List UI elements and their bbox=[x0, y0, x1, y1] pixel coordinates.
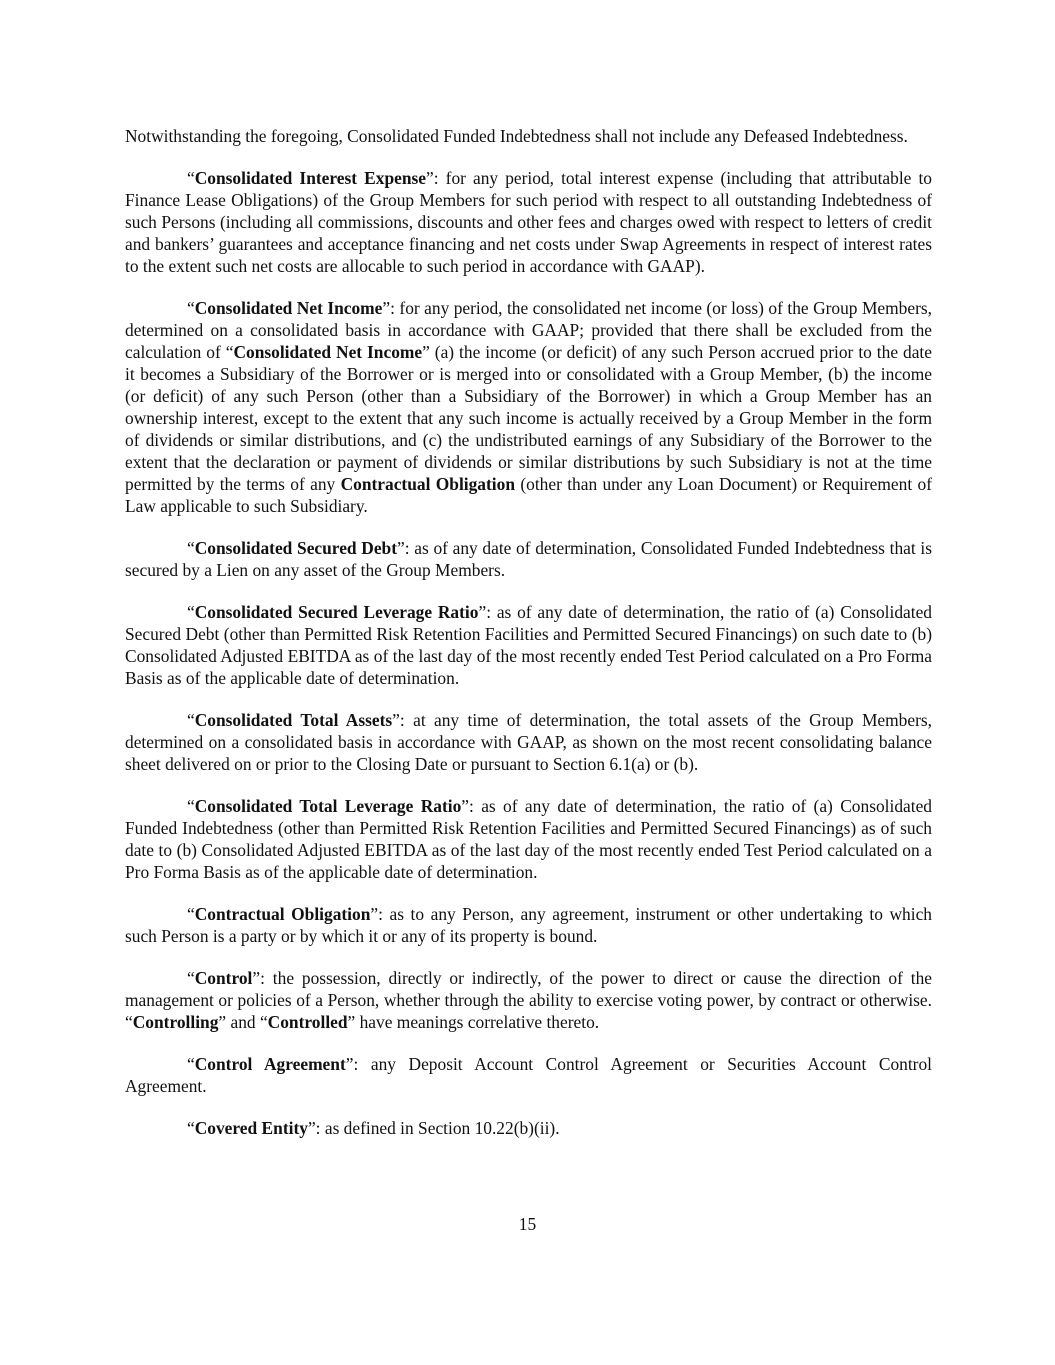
document-page bbox=[125, 125, 932, 1139]
definition-body: : as of any date of determination, Consolidated Funded Indebtedness that is secured by a Lien on any asset of the Group Members. bbox=[125, 538, 932, 580]
defined-term: Consolidated Secured Debt bbox=[194, 538, 398, 558]
definition-body: : any Deposit Account Control Agreement or Securities Account Control Agreement. bbox=[125, 1054, 933, 1096]
inline-term: Contractual Obligation bbox=[340, 474, 515, 494]
open-quote: “ bbox=[187, 168, 195, 188]
inline-term: Controlling bbox=[132, 1012, 219, 1032]
defined-term: Consolidated Secured Leverage Ratio bbox=[194, 602, 479, 622]
close-quote: ” bbox=[426, 168, 434, 188]
definition-body-part3: ” have meanings correlative thereto. bbox=[347, 1012, 600, 1032]
defined-term: Control Agreement bbox=[194, 1054, 346, 1074]
definition-body: : as of any date of determination, the ratio of (a) Consolidated Secured Debt (other than Permitted Risk Retention Facilities and Permitted Secured Financings) on such date to (b) Consolidated Adjusted EBITDA as of the last day of the most recently ended Test Period calculated on a Pro Forma Basis as of the applicable date of determination. bbox=[125, 602, 932, 688]
definition-body-part1: : for any period, the consolidated net income (or loss) of the Group Members, determined on a consolidated basis in accordance with GAAP; provided that there shall be excluded from the calculation of “ bbox=[125, 298, 932, 362]
definition-body-part3: (other than under any Loan Document) or Requirement of Law applicable to such Subsidiary. bbox=[125, 474, 932, 516]
defined-term: Consolidated Net Income bbox=[194, 298, 383, 318]
continuation-paragraph bbox=[125, 125, 932, 147]
defined-term: Control bbox=[194, 968, 253, 988]
definition-body: : as of any date of determination, the ratio of (a) Consolidated Funded Indebtedness (other than Permitted Risk Retention Facilities and Permitted Secured Financings) as of such date to (b) Consolidated Adjusted EBITDA as of the last day of the most recently ended Test Period calculated on a Pro Forma Basis as of the applicable date of determination. bbox=[125, 796, 932, 882]
definition-body: : at any time of determination, the total assets of the Group Members, determined on a consolidated basis in accordance with GAAP, as shown on the most recent consolidating balance sheet delivered on or prior to the Closing Date or pursuant to Section 6.1(a) or (b). bbox=[125, 710, 932, 774]
inline-term: Controlled bbox=[267, 1012, 348, 1032]
definition-control-agreement: “Control Agreement”: any Deposit Account Control Agreement or Securities Account Control Agreement. bbox=[125, 1054, 933, 1096]
definition-body: : as to any Person, any agreement, instrument or other undertaking to which such Person is a party or by which it or any of its property is bound. bbox=[125, 904, 932, 946]
page-number: 15 bbox=[518, 1214, 537, 1234]
definition-consolidated-total-assets: “Consolidated Total Assets”: at any time of determination, the total assets of the Group Members, determined on a consolidated basis in accordance with GAAP, as shown on the most recent consolidating balance sheet delivered on or prior to the Closing Date or pursuant to Section 6.1(a) or (b). bbox=[125, 710, 932, 774]
defined-term: Contractual Obligation bbox=[194, 904, 371, 924]
defined-term: Covered Entity bbox=[194, 1118, 308, 1138]
definition-body-part1: : the possession, directly or indirectly, of the power to direct or cause the direction of the management or policies of a Person, whether through the ability to exercise voting power, by contract or otherwise. “ bbox=[125, 968, 932, 1032]
definition-consolidated-total-leverage-ratio: “Consolidated Total Leverage Ratio”: as of any date of determination, the ratio of (a) Consolidated Funded Indebtedness (other than Permitted Risk Retention Facilities and Permitted Secured Financings) as of such date to (b) Consolidated Adjusted EBITDA as of the last day of the most recently ended Test Period calculated on a Pro Forma Basis as of the applicable date of determination. bbox=[125, 796, 932, 882]
defined-term: Consolidated Total Assets bbox=[194, 710, 393, 730]
definition-covered-entity: “Covered Entity”: as defined in Section 10.22(b)(ii). bbox=[187, 1118, 560, 1138]
defined-term: Consolidated Interest Expense bbox=[194, 168, 426, 188]
definition-consolidated-secured-debt: “Consolidated Secured Debt”: as of any date of determination, Consolidated Funded Indebtedness that is secured by a Lien on any asset of the Group Members. bbox=[125, 538, 932, 580]
definition-consolidated-secured-leverage-ratio: “Consolidated Secured Leverage Ratio”: as of any date of determination, the ratio of (a) Consolidated Secured Debt (other than Permitted Risk Retention Facilities and Permitted Secured Financings) on such date to (b) Consolidated Adjusted EBITDA as of the last day of the most recently ended Test Period calculated on a Pro Forma Basis as of the applicable date of determination. bbox=[125, 602, 932, 688]
inline-term: Consolidated Net Income bbox=[233, 342, 423, 362]
definition-contractual-obligation: “Contractual Obligation”: as to any Person, any agreement, instrument or other undertaking to which such Person is a party or by which it or any of its property is bound. bbox=[125, 904, 932, 946]
definition-body-part2: ” (a) the income (or deficit) of any such Person accrued prior to the date it becomes a Subsidiary of the Borrower or is merged into or consolidated with a Group Member, (b) the income (or deficit) of any such Person (other than a Subsidiary of the Borrower) in which a Group Member has an ownership interest, except to the extent that any such income is actually received by a Group Member in the form of dividends or similar distributions, and (c) the undistributed earnings of any Subsidiary of the Borrower to the extent that the declaration or payment of dividends or similar distributions by such Subsidiary is not at the time permitted by the terms of any bbox=[125, 342, 932, 494]
definition-body-part2: ” and “ bbox=[218, 1012, 268, 1032]
defined-term: Consolidated Total Leverage Ratio bbox=[194, 796, 462, 816]
definition-control: “Control”: the possession, directly or indirectly, of the power to direct or cause the direction of the management or policies of a Person, whether through the ability to exercise voting power, by contract or otherwise. “Controlling” and “Controlled” have meanings correlative thereto. bbox=[125, 968, 932, 1032]
definition-body: : for any period, total interest expense (including that attributable to Finance Lease Obligations) of the Group Members for such period with respect to all outstanding Indebtedness of such Persons (including all commissions, discounts and other fees and charges owed with respect to letters of credit and bankers’ guarantees and acceptance financing and net costs under Swap Agreements in respect of interest rates to the extent such net costs are allocable to such period in accordance with GAAP). bbox=[125, 168, 932, 276]
definition-consolidated-interest-expense bbox=[125, 167, 932, 277]
definition-consolidated-net-income: “Consolidated Net Income”: for any period, the consolidated net income (or loss) of the Group Members, determined on a consolidated basis in accordance with GAAP; provided that there shall be excluded from the calculation of “Consolidated Net Income” (a) the income (or deficit) of any such Person accrued prior to the date it becomes a Subsidiary of the Borrower or is merged into or consolidated with a Group Member, (b) the income (or deficit) of any such Person (other than a Subsidiary of the Borrower) in which a Group Member has an ownership interest, except to the extent that any such income is actually received by a Group Member in the form of dividends or similar distributions, and (c) the undistributed earnings of any Subsidiary of the Borrower to the extent that the declaration or payment of dividends or similar distributions by such Subsidiary is not at the time permitted by the terms of any Contractual Obligation (other than under any Loan Document) or Requirement of Law applicable to such Subsidiary. bbox=[125, 298, 932, 516]
continuation-text: Notwithstanding the foregoing, Consolidated Funded Indebtedness shall not include any Defeased Indebtedness. bbox=[125, 126, 908, 146]
definition-body: : as defined in Section 10.22(b)(ii). bbox=[315, 1118, 560, 1138]
